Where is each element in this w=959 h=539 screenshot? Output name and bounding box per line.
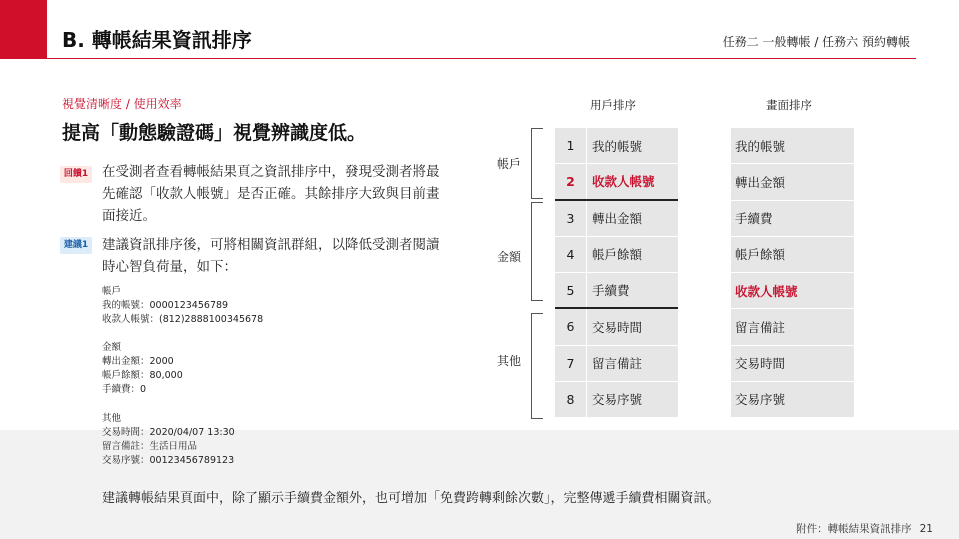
screen-sort-table: [731, 128, 854, 418]
screen-sort-header: 畫面排序: [766, 98, 812, 112]
row-number: 1: [566, 138, 575, 154]
table-row: [555, 382, 678, 418]
sample-line: 手續費：0: [102, 384, 147, 395]
row-number: 4: [566, 246, 575, 262]
header-accent-bar: [0, 0, 47, 58]
table-row: 手續費: [731, 201, 854, 237]
user-sort-header: 用戶排序: [590, 98, 636, 112]
breadcrumb: 任務二 一般轉帳 / 任務六 預約轉帳: [722, 35, 910, 49]
table-row: [555, 237, 678, 273]
row-label: 留言備註: [586, 346, 678, 381]
sample-line: 留言備註：生活日用品: [102, 441, 198, 452]
page-title: B. 轉帳結果資訊排序: [62, 28, 252, 52]
table-row: 轉出金額: [731, 164, 854, 200]
row-label: 收款人帳號: [586, 164, 678, 198]
row-label: 交易時間: [586, 309, 678, 344]
sample-group-account: [102, 285, 263, 327]
row-label: 手續費: [586, 273, 678, 307]
sample-line: 交易時間：2020/04/07 13:30: [102, 427, 235, 438]
sample-line: 收款人帳號：(812)2888100345678: [102, 314, 264, 325]
table-row: 留言備註: [731, 309, 854, 345]
group-bracket: [531, 202, 543, 301]
footer-label: 附件：轉帳結果資訊排序: [796, 523, 912, 535]
page-number: 21: [919, 523, 933, 535]
table-row: 收款人帳號: [731, 273, 854, 309]
table-row: 交易時間: [731, 346, 854, 382]
sample-group-title: 其他: [102, 413, 122, 424]
row-label: 交易序號: [586, 382, 678, 417]
row-number: 5: [566, 282, 575, 298]
table-row: [555, 273, 678, 309]
sample-line: 帳戶餘額：80,000: [102, 370, 183, 381]
table-row: [555, 201, 678, 237]
group-label-account: 帳戶: [497, 157, 522, 171]
sample-line: 交易序號：00123456789123: [102, 455, 235, 466]
feedback-tag: 回饋1: [60, 166, 92, 183]
row-number: 7: [566, 355, 575, 371]
sample-line: 轉出金額：2000: [102, 356, 174, 367]
section-label: 視覺清晰度 / 使用效率: [62, 97, 182, 111]
row-number: 6: [566, 319, 575, 335]
user-sort-table: [555, 128, 678, 418]
row-number: 3: [566, 210, 575, 226]
row-label: 帳戶餘額: [586, 237, 678, 272]
table-row: 我的帳號: [731, 128, 854, 164]
row-number: 8: [566, 391, 575, 407]
header-divider: [0, 58, 916, 59]
group-label-other: 其他: [497, 354, 522, 368]
suggestion-tag: 建議1: [60, 237, 92, 254]
table-row: 帳戶餘額: [731, 237, 854, 273]
bottom-note: 建議轉帳結果頁面中，除了顯示手續費金額外，也可增加「免費跨轉剩餘次數」，完整傳遞手續費相關資訊。: [102, 491, 720, 506]
table-row: 交易序號: [731, 382, 854, 418]
group-bracket: [531, 128, 543, 199]
row-label: 我的帳號: [586, 128, 678, 163]
suggestion-text: 建議資訊排序後，可將相關資訊群組，以降低受測者閱讀時心智負荷量，如下：: [102, 237, 440, 275]
table-row: [555, 346, 678, 382]
sample-group-other: [102, 412, 235, 468]
row-number: 2: [566, 173, 575, 189]
footer: [796, 521, 933, 536]
feedback-text: 在受測者查看轉帳結果頁之資訊排序中，發現受測者將最先確認「收款人帳號」是否正確。其餘排序大致與目前畫面接近。: [102, 164, 440, 224]
table-row: [555, 128, 678, 164]
sample-group-title: 金額: [102, 342, 122, 353]
sample-group-title: 帳戶: [102, 286, 122, 297]
table-row: [555, 164, 678, 200]
group-bracket: [531, 313, 543, 419]
main-heading: 提高「動態驗證碼」視覺辨識度低。: [62, 122, 367, 144]
group-label-amount: 金額: [497, 250, 522, 264]
row-label: 轉出金額: [586, 201, 678, 236]
sample-line: 我的帳號：0000123456789: [102, 300, 229, 311]
table-row: [555, 309, 678, 345]
sample-group-amount: [102, 341, 183, 397]
